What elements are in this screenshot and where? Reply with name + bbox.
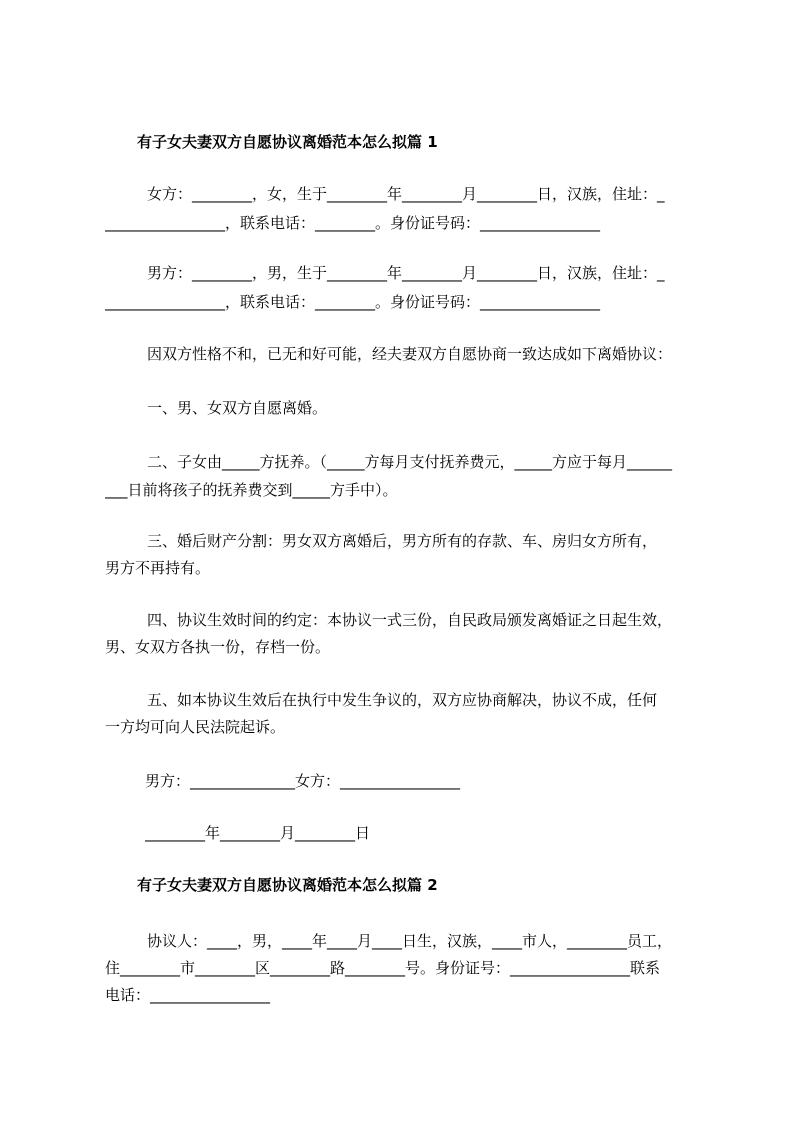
clause-1: 一、男、女双方自愿离婚。 xyxy=(147,399,328,417)
clause-3-line-2: 男方不再持有。 xyxy=(105,559,211,577)
party-info-line-1: 协议人：____，男，____年____月____日生，汉族，____市人，________员工， xyxy=(147,932,673,950)
date-line: ________年________月________日 xyxy=(145,824,371,842)
clause-4-line-2: 男、女双方各执一份，存档一份。 xyxy=(105,638,331,656)
signature-line: 男方：______________女方：________________ xyxy=(145,772,461,790)
clause-2-line-2: ___日前将孩子的抚养费交到_____方手中）。 xyxy=(105,481,398,499)
clause-4-line-1: 四、协议生效时间的约定：本协议一式三份，自民政局颁发离婚证之日起生效， xyxy=(147,611,673,629)
party-info-line-3: 电话：________________ xyxy=(105,986,271,1004)
clause-2-line-1: 二、子女由_____方抚养。（_____方每月支付抚养费元，_____方应于每月______ xyxy=(147,453,673,471)
clause-5-line-1: 五、如本协议生效后在执行中发生争议的，双方应协商解决，协议不成，任何 xyxy=(147,691,658,709)
clause-5-line-2: 一方均可向人民法院起诉。 xyxy=(105,718,286,736)
man-info-line-2: ________________，联系电话：________。身份证号码：________________ xyxy=(105,293,601,311)
woman-info-line-2: ________________，联系电话：________。身份证号码：________________ xyxy=(105,214,601,232)
clause-3-line-1: 三、婚后财产分割：男女双方离婚后，男方所有的存款、车、房归女方所有， xyxy=(147,532,658,550)
heading-part-2: 有子女夫妻双方自愿协议离婚范本怎么拟篇 2 xyxy=(137,876,438,894)
heading-part-1: 有子女夫妻双方自愿协议离婚范本怎么拟篇 1 xyxy=(137,133,438,151)
woman-info-line-1: 女方：________，女，生于________年________月________日，汉族，住址：_ xyxy=(147,185,665,203)
party-info-line-2: 住________市________区________路________号。身份证号：________________联系 xyxy=(105,959,661,977)
preamble-paragraph: 因双方性格不和，已无和好可能，经夫妻双方自愿协商一致达成如下离婚协议： xyxy=(147,345,673,363)
man-info-line-1: 男方：________，男，生于________年________月________日，汉族，住址：_ xyxy=(147,264,665,282)
